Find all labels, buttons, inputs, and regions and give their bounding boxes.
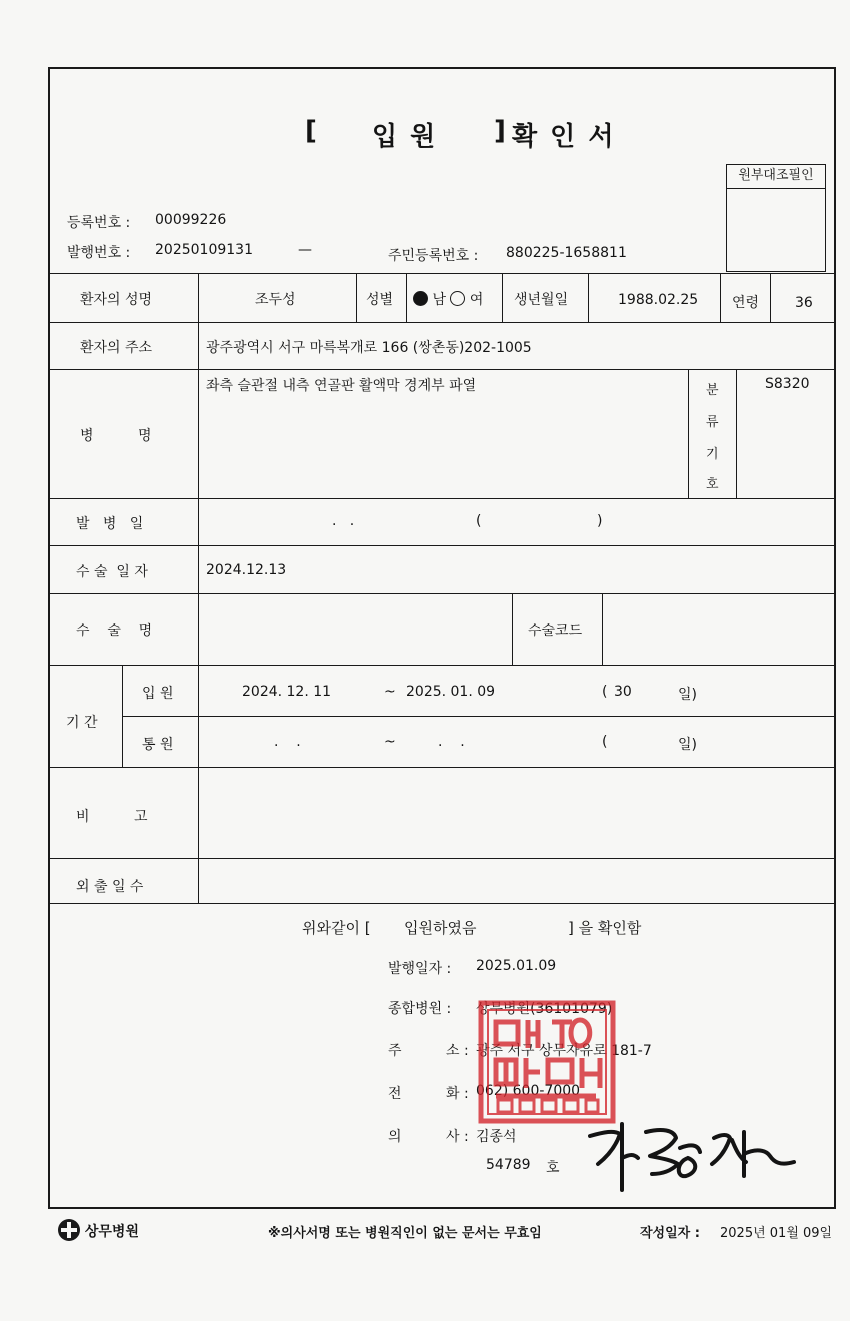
stamp-box-label: 원부대조필인 [726, 164, 826, 189]
code-label-2: 류 [706, 415, 719, 430]
age-label: 연령 [732, 295, 760, 311]
rule [48, 903, 836, 904]
issue-date-label: 발행일자 : [388, 961, 452, 977]
phone-label: 전 화 : [388, 1086, 469, 1102]
rule-v [198, 273, 199, 903]
rule [48, 858, 836, 859]
diagnosis-label: 병 명 [80, 428, 152, 444]
rule-v [122, 665, 123, 767]
rule-v [502, 273, 503, 322]
patient-name: 조두성 [255, 292, 296, 308]
outpatient-from: . . [274, 734, 301, 750]
code-label-1: 분 [706, 383, 719, 398]
rule-v [736, 369, 737, 498]
code-label-4: 호 [706, 477, 719, 492]
admit-days: 30 [614, 684, 632, 700]
rule [48, 369, 836, 370]
rule-v [770, 273, 771, 322]
admit-label: 입 원 [142, 686, 174, 702]
rule-v [688, 369, 689, 498]
rule [48, 767, 836, 768]
diagnosis-code: S8320 [765, 376, 810, 392]
address-label: 환자의 주소 [80, 340, 153, 356]
diagnosis-value: 좌측 슬관절 내측 연골판 활액막 경계부 파열 [206, 378, 477, 394]
issue-no-dash: — [298, 242, 312, 258]
surgery-date: 2024.12.13 [206, 562, 287, 578]
onset-paren-close: ) [597, 513, 603, 529]
rrn-label: 주민등록번호 : [388, 248, 479, 264]
male-label: 남 [432, 292, 446, 308]
outing-label: 외 출 일 수 [76, 879, 144, 895]
admit-tilde: ~ [384, 684, 396, 700]
age: 36 [795, 295, 813, 311]
outpatient-days-unit: 일) [678, 737, 697, 753]
hospital-label: 종합병원 : [388, 1001, 452, 1017]
rule [122, 716, 836, 717]
doctor-label: 의 사 : [388, 1129, 469, 1145]
onset-label: 발 병 일 [76, 516, 144, 532]
issue-date: 2025.01.09 [476, 958, 557, 974]
sex-selector [413, 289, 483, 309]
surgery-date-label: 수 술 일 자 [76, 564, 148, 580]
hospital-phone: 062) 600-7000 [476, 1083, 581, 1099]
rule [48, 322, 836, 323]
footer-created-date: 2025년 01월 09일 [720, 1226, 833, 1241]
license-unit: 호 [546, 1160, 560, 1176]
rule-v [602, 593, 603, 665]
title-suffix: 확 인 서 [512, 122, 616, 152]
title-bracket-close: ] [494, 116, 508, 146]
title-type: 입 원 [372, 122, 438, 152]
hospital-address-label: 주 소 : [388, 1043, 469, 1059]
outpatient-tilde: ~ [384, 734, 396, 750]
birth-label: 생년월일 [514, 292, 569, 308]
patient-address: 광주광역시 서구 마륵복개로 166 (쌍촌동)202-1005 [206, 340, 532, 356]
license-no: 54789 [486, 1157, 531, 1173]
confirm-content: 입원하였음 [404, 919, 477, 937]
stamp-box [726, 188, 826, 272]
code-label-3: 기 [706, 447, 719, 462]
issue-no-label: 발행번호 : [67, 245, 131, 261]
confirm-prefix: 위와같이 [ [302, 919, 371, 937]
footer-logo [58, 1219, 139, 1241]
sex-label: 성별 [366, 292, 394, 308]
surgery-code-label: 수술코드 [528, 623, 583, 639]
footer-created-label: 작성일자 : [640, 1226, 700, 1241]
admit-days-open: ( [602, 684, 608, 700]
rule-v [588, 273, 589, 322]
birth-date: 1988.02.25 [618, 292, 699, 308]
period-label: 기 간 [66, 715, 98, 731]
hospital-address: 광주 서구 상무자유로 181-7 [476, 1043, 652, 1059]
hospital-logo-icon [58, 1219, 80, 1241]
admit-to: 2025. 01. 09 [406, 684, 496, 700]
rule [48, 593, 836, 594]
outpatient-to: . . [438, 734, 465, 750]
hospital-name: 상무병원(36101079) [476, 1001, 613, 1017]
hospital-seal-icon [478, 1000, 616, 1124]
admit-days-unit: 일) [678, 687, 697, 703]
issue-no: 20250109131 [155, 242, 253, 258]
footer-logo-text: 상무병원 [84, 1224, 139, 1240]
onset-value: . . [332, 513, 355, 529]
rule [48, 273, 836, 274]
rule-v [720, 273, 721, 322]
female-radio-icon [450, 291, 465, 306]
reg-no: 00099226 [155, 212, 227, 228]
male-radio-icon [413, 291, 428, 306]
rrn: 880225-1658811 [506, 245, 627, 261]
form-frame [48, 67, 836, 1209]
rule-v [406, 273, 407, 322]
doctor-name: 김종석 [476, 1129, 517, 1145]
remarks-label: 비 고 [76, 809, 148, 825]
title-bracket-open: [ [305, 116, 319, 146]
rule-v [512, 593, 513, 665]
rule [48, 665, 836, 666]
admit-from: 2024. 12. 11 [242, 684, 332, 700]
reg-no-label: 등록번호 : [67, 215, 131, 231]
rule [48, 545, 836, 546]
outpatient-days-open: ( [602, 734, 608, 750]
outpatient-label: 통 원 [142, 737, 174, 753]
surgery-name-label: 수 술 명 [76, 623, 153, 639]
confirm-suffix: ] 을 확인함 [568, 919, 642, 937]
rule [48, 498, 836, 499]
name-label: 환자의 성명 [80, 292, 153, 308]
onset-paren-open: ( [476, 513, 482, 529]
female-label: 여 [469, 292, 484, 308]
doctor-signature-icon [588, 1118, 798, 1198]
rule-v [356, 273, 357, 322]
footer-notice: ※의사서명 또는 병원직인이 없는 문서는 무효임 [268, 1226, 542, 1241]
